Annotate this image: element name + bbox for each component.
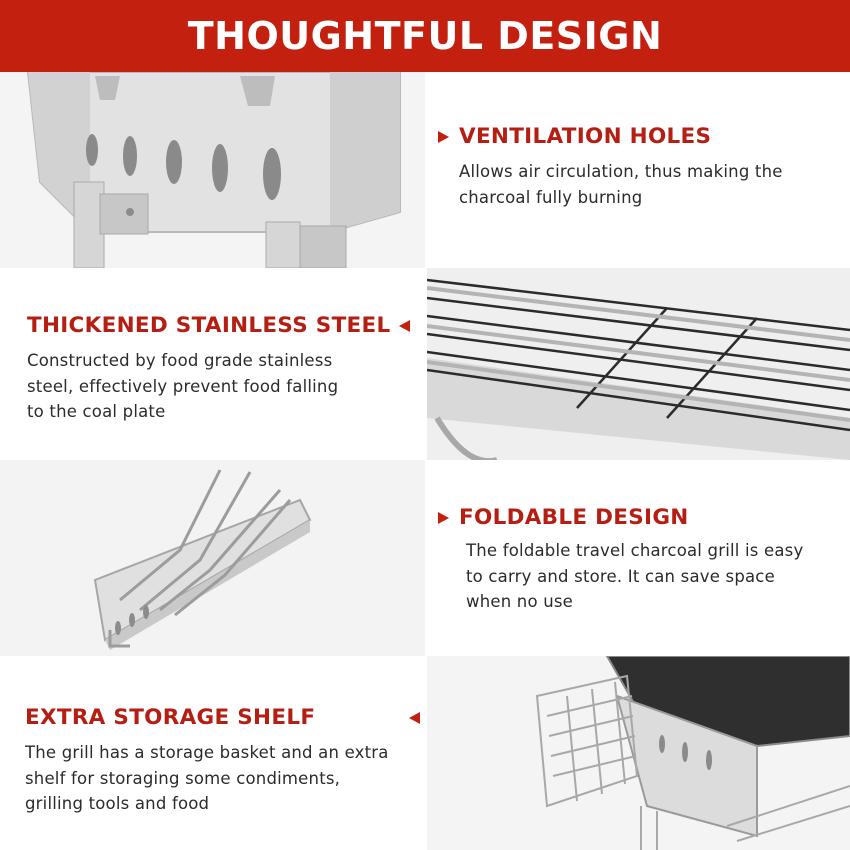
feature-foldable-design [438, 505, 803, 615]
description-line: Allows air circulation, thus making the [459, 162, 783, 181]
description-line: Constructed by food grade stainless [27, 351, 333, 370]
feature-storage-shelf [25, 705, 420, 817]
heading-text: THICKENED STAINLESS STEEL [27, 313, 391, 338]
description-line: to carry and store. It can save space [466, 566, 775, 586]
storage-shelf-photo [427, 656, 850, 850]
heading-text: FOLDABLE DESIGN [459, 505, 689, 530]
feature-stainless-steel [27, 313, 410, 425]
feature-description [27, 348, 410, 425]
description-line: when no use [466, 592, 574, 611]
feature-heading [27, 313, 410, 338]
feature-ventilation-holes [438, 124, 783, 210]
feature-description [25, 740, 420, 817]
triangle-right-icon [438, 131, 449, 143]
ventilation-holes-photo [0, 72, 425, 268]
stainless-steel-rack-photo [427, 268, 850, 460]
description-line: The grill has a storage basket and an extra [25, 743, 389, 762]
feature-heading [438, 505, 803, 530]
foldable-grill-photo [0, 460, 425, 656]
description-line: grilling tools and food [25, 794, 210, 813]
triangle-left-icon [399, 320, 410, 332]
feature-description [459, 159, 783, 210]
feature-description [466, 538, 803, 615]
heading-text: EXTRA STORAGE SHELF [25, 705, 316, 730]
triangle-right-icon [438, 512, 449, 524]
description-line: charcoal fully burning [459, 187, 643, 207]
description-line: shelf for storaging some condiments, [25, 768, 341, 788]
feature-heading [438, 124, 783, 149]
title-banner [0, 0, 850, 72]
description-line: steel, effectively prevent food falling [27, 376, 339, 396]
description-line: The foldable travel charcoal grill is easy [466, 541, 804, 560]
heading-text: VENTILATION HOLES [459, 124, 712, 149]
triangle-left-icon [409, 712, 420, 724]
description-line: to the coal plate [27, 402, 166, 421]
page-title: THOUGHTFUL DESIGN [187, 14, 663, 58]
feature-heading [25, 705, 420, 730]
